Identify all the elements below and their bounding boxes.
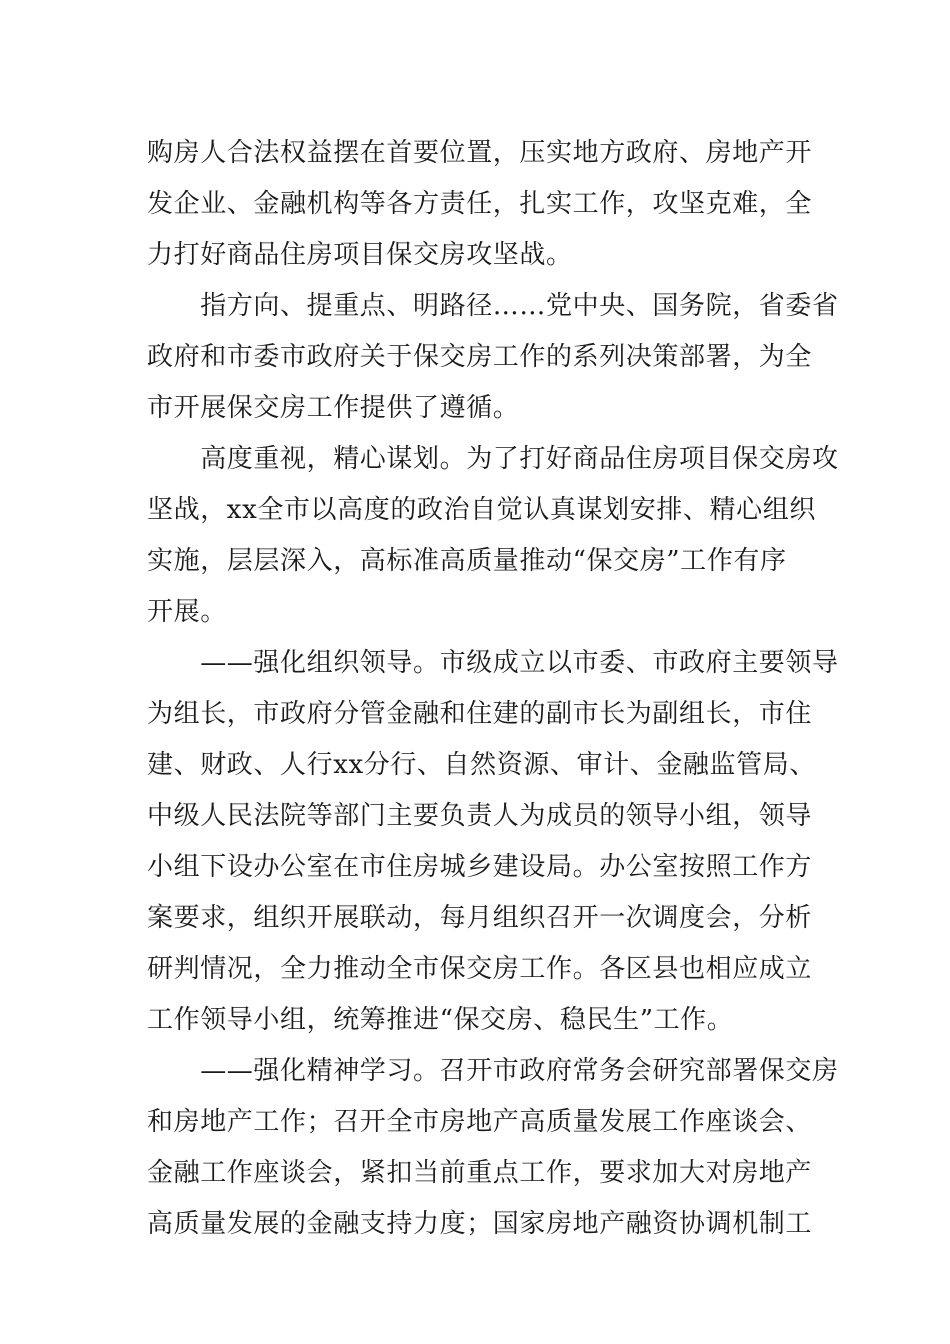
text-line-22: 高质量发展的金融支持力度；国家房地产融资协调机制工 xyxy=(147,1209,813,1239)
text-line-13: 建、财政、人行xx分行、自然资源、审计、金融监管局、 xyxy=(147,750,816,780)
text-line-21: 金融工作座谈会，紧扣当前重点工作，要求加大对房地产 xyxy=(147,1158,813,1188)
text-line-11: ——强化组织领导。市级成立以市委、市政府主要领导 xyxy=(147,648,839,678)
text-line-12: 为组长，市政府分管金融和住建的副市长为副组长，市住 xyxy=(147,699,813,729)
text-line-8: 坚战，xx全市以高度的政治自觉认真谋划安排、精心组织 xyxy=(147,495,816,525)
body-text xyxy=(147,128,839,1250)
text-line-20: 和房地产工作；召开全市房地产高质量发展工作座谈会、 xyxy=(147,1107,813,1137)
text-line-6: 市开展保交房工作提供了遵循。 xyxy=(147,393,520,423)
text-line-7: 高度重视，精心谋划。为了打好商品住房项目保交房攻 xyxy=(147,444,839,474)
text-line-14: 中级人民法院等部门主要负责人为成员的领导小组，领导 xyxy=(147,801,813,831)
text-line-4: 指方向、提重点、明路径……党中央、国务院，省委省 xyxy=(147,291,839,321)
text-line-15: 小组下设办公室在市住房城乡建设局。办公室按照工作方 xyxy=(147,852,813,882)
text-line-10: 开展。 xyxy=(147,597,227,627)
text-line-1: 购房人合法权益摆在首要位置，压实地方政府、房地产开 xyxy=(147,138,813,168)
text-line-19: ——强化精神学习。召开市政府常务会研究部署保交房 xyxy=(147,1056,839,1086)
text-line-3: 力打好商品住房项目保交房攻坚战。 xyxy=(147,240,573,270)
text-line-17: 研判情况，全力推动全市保交房工作。各区县也相应成立 xyxy=(147,954,813,984)
text-line-5: 政府和市委市政府关于保交房工作的系列决策部署，为全 xyxy=(147,342,813,372)
text-line-9: 实施，层层深入，高标准高质量推动“保交房”工作有序 xyxy=(147,546,787,576)
text-line-16: 案要求，组织开展联动，每月组织召开一次调度会，分析 xyxy=(147,903,813,933)
text-line-18: 工作领导小组，统筹推进“保交房、稳民生”工作。 xyxy=(147,1005,734,1035)
text-line-2: 发企业、金融机构等各方责任，扎实工作，攻坚克难，全 xyxy=(147,189,813,219)
